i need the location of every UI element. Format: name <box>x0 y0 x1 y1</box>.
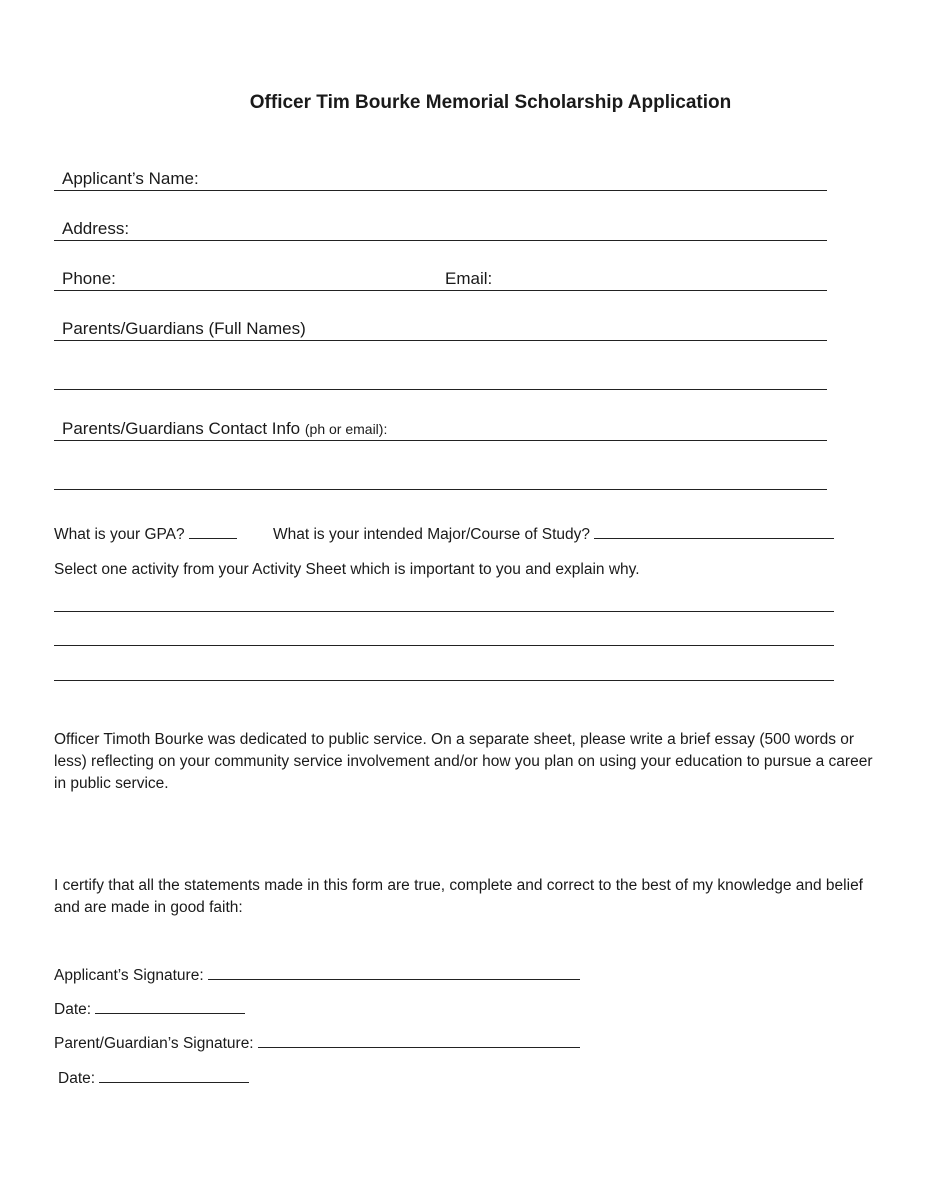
essay-instructions: Officer Timoth Bourke was dedicated to public service. On a separate sheet, please write a brief essay (500 words or less) reflecting on your community service involvement and/or how you plan on using your education to pursue a career in public service. <box>54 731 873 792</box>
activity-answer-line[interactable] <box>54 644 834 646</box>
certification-statement: I certify that all the statements made in this form are true, complete and correct to the best of my knowledge and belief and are made in good faith: <box>54 877 863 916</box>
gpa-label: What is your GPA? <box>54 526 185 543</box>
major-question <box>273 524 834 546</box>
parent-signature-label: Parent/Guardian’s Signature: <box>54 1035 254 1052</box>
parents-contact-label: Parents/Guardians Contact Info (ph or email): <box>62 419 388 438</box>
parents-names-field[interactable] <box>54 314 827 341</box>
parents-names-extra-line[interactable] <box>54 388 827 390</box>
activity-question: Select one activity from your Activity Sheet which is important to you and explain why. <box>54 561 640 578</box>
parents-contact-note: (ph or email): <box>304 421 388 437</box>
parent-signature-input[interactable] <box>258 1033 580 1048</box>
gpa-question <box>54 524 237 546</box>
applicant-date-line <box>54 999 245 1021</box>
major-input[interactable] <box>594 524 834 539</box>
parent-date-line <box>58 1068 249 1090</box>
activity-answer-line[interactable] <box>54 679 834 681</box>
parent-date-input[interactable] <box>99 1068 249 1083</box>
parents-contact-field[interactable] <box>54 414 827 441</box>
applicant-signature-line <box>54 965 580 987</box>
phone-label: Phone: <box>62 269 116 288</box>
parents-names-label: Parents/Guardians (Full Names) <box>62 319 306 338</box>
parents-contact-extra-line[interactable] <box>54 488 827 490</box>
applicant-name-label: Applicant’s Name: <box>62 169 199 188</box>
email-label: Email: <box>445 269 493 288</box>
applicant-name-field[interactable] <box>54 164 827 191</box>
address-label: Address: <box>62 219 130 238</box>
parent-signature-line <box>54 1033 580 1055</box>
applicant-date-label: Date: <box>54 1001 92 1018</box>
major-label: What is your intended Major/Course of Study? <box>273 526 591 543</box>
gpa-input[interactable] <box>189 524 237 539</box>
address-field[interactable] <box>54 214 827 241</box>
activity-answer-line[interactable] <box>54 610 834 612</box>
phone-field[interactable] <box>54 264 430 291</box>
parent-date-label: Date: <box>58 1070 96 1087</box>
applicant-signature-input[interactable] <box>208 965 580 980</box>
applicant-date-input[interactable] <box>95 999 245 1014</box>
applicant-signature-label: Applicant’s Signature: <box>54 967 204 984</box>
form-title: Officer Tim Bourke Memorial Scholarship Application <box>249 92 732 113</box>
email-field[interactable] <box>430 264 827 291</box>
